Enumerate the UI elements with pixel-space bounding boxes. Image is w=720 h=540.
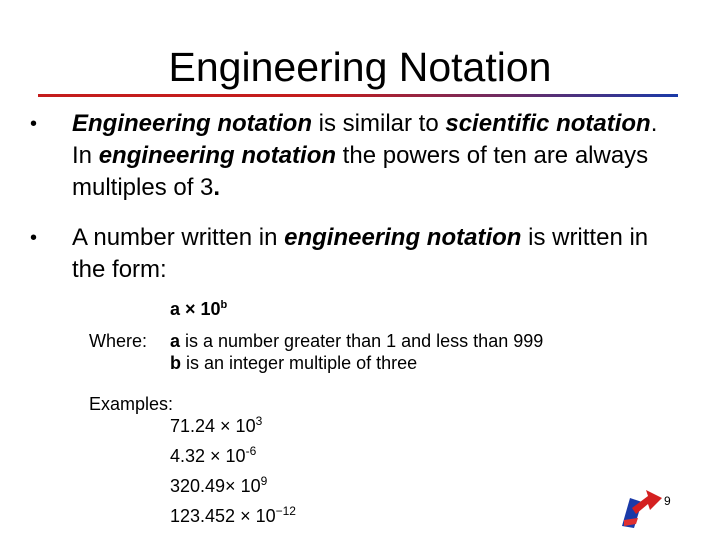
example-item	[170, 475, 267, 497]
where-text: is an integer multiple of three	[181, 353, 418, 373]
bullet-marker: •	[30, 113, 38, 135]
page-number: 9	[664, 494, 671, 508]
bullet-1-text	[72, 108, 672, 204]
example-item	[170, 445, 256, 467]
formula-base: a × 10	[170, 299, 221, 319]
example-item	[170, 415, 262, 437]
example-base: 123.452 × 10	[170, 506, 276, 526]
example-exponent: -6	[245, 444, 257, 458]
example-exponent: 9	[260, 474, 268, 488]
text-run: A number written in	[72, 224, 285, 251]
example-base: 320.49× 10	[170, 476, 261, 496]
text-run: .	[213, 174, 221, 201]
where-line-a	[170, 330, 543, 352]
where-text: is a number greater than 1 and less than 999	[180, 331, 544, 351]
example-exponent: 3	[255, 414, 263, 428]
formula	[170, 298, 227, 320]
emphasis: scientific notation	[445, 110, 651, 137]
where-label: Where:	[89, 331, 148, 351]
var-a: a	[170, 331, 181, 351]
text-run: is written in the form:	[72, 224, 649, 283]
bullet-2-text	[72, 222, 672, 286]
example-item	[170, 505, 296, 527]
emphasis: engineering notation	[98, 142, 337, 169]
title-underline	[38, 94, 678, 97]
where-definitions	[170, 330, 543, 374]
emphasis: engineering notation	[284, 224, 522, 251]
example-exponent: −12	[275, 504, 296, 518]
slide-title: Engineering Notation	[168, 44, 552, 90]
text-run: is similar to	[312, 110, 446, 137]
bullet-marker: •	[30, 227, 38, 249]
where-line-b	[170, 352, 543, 374]
example-base: 4.32 × 10	[170, 446, 246, 466]
arrow-logo-icon	[618, 488, 664, 528]
text-run: . In	[72, 110, 658, 169]
text-run: the powers of ten are always multiples of 3	[72, 142, 649, 201]
emphasis: Engineering notation	[72, 110, 312, 137]
var-b: b	[170, 353, 181, 373]
formula-exponent: b	[220, 299, 228, 311]
examples-label: Examples:	[89, 394, 174, 414]
example-base: 71.24 × 10	[170, 416, 256, 436]
